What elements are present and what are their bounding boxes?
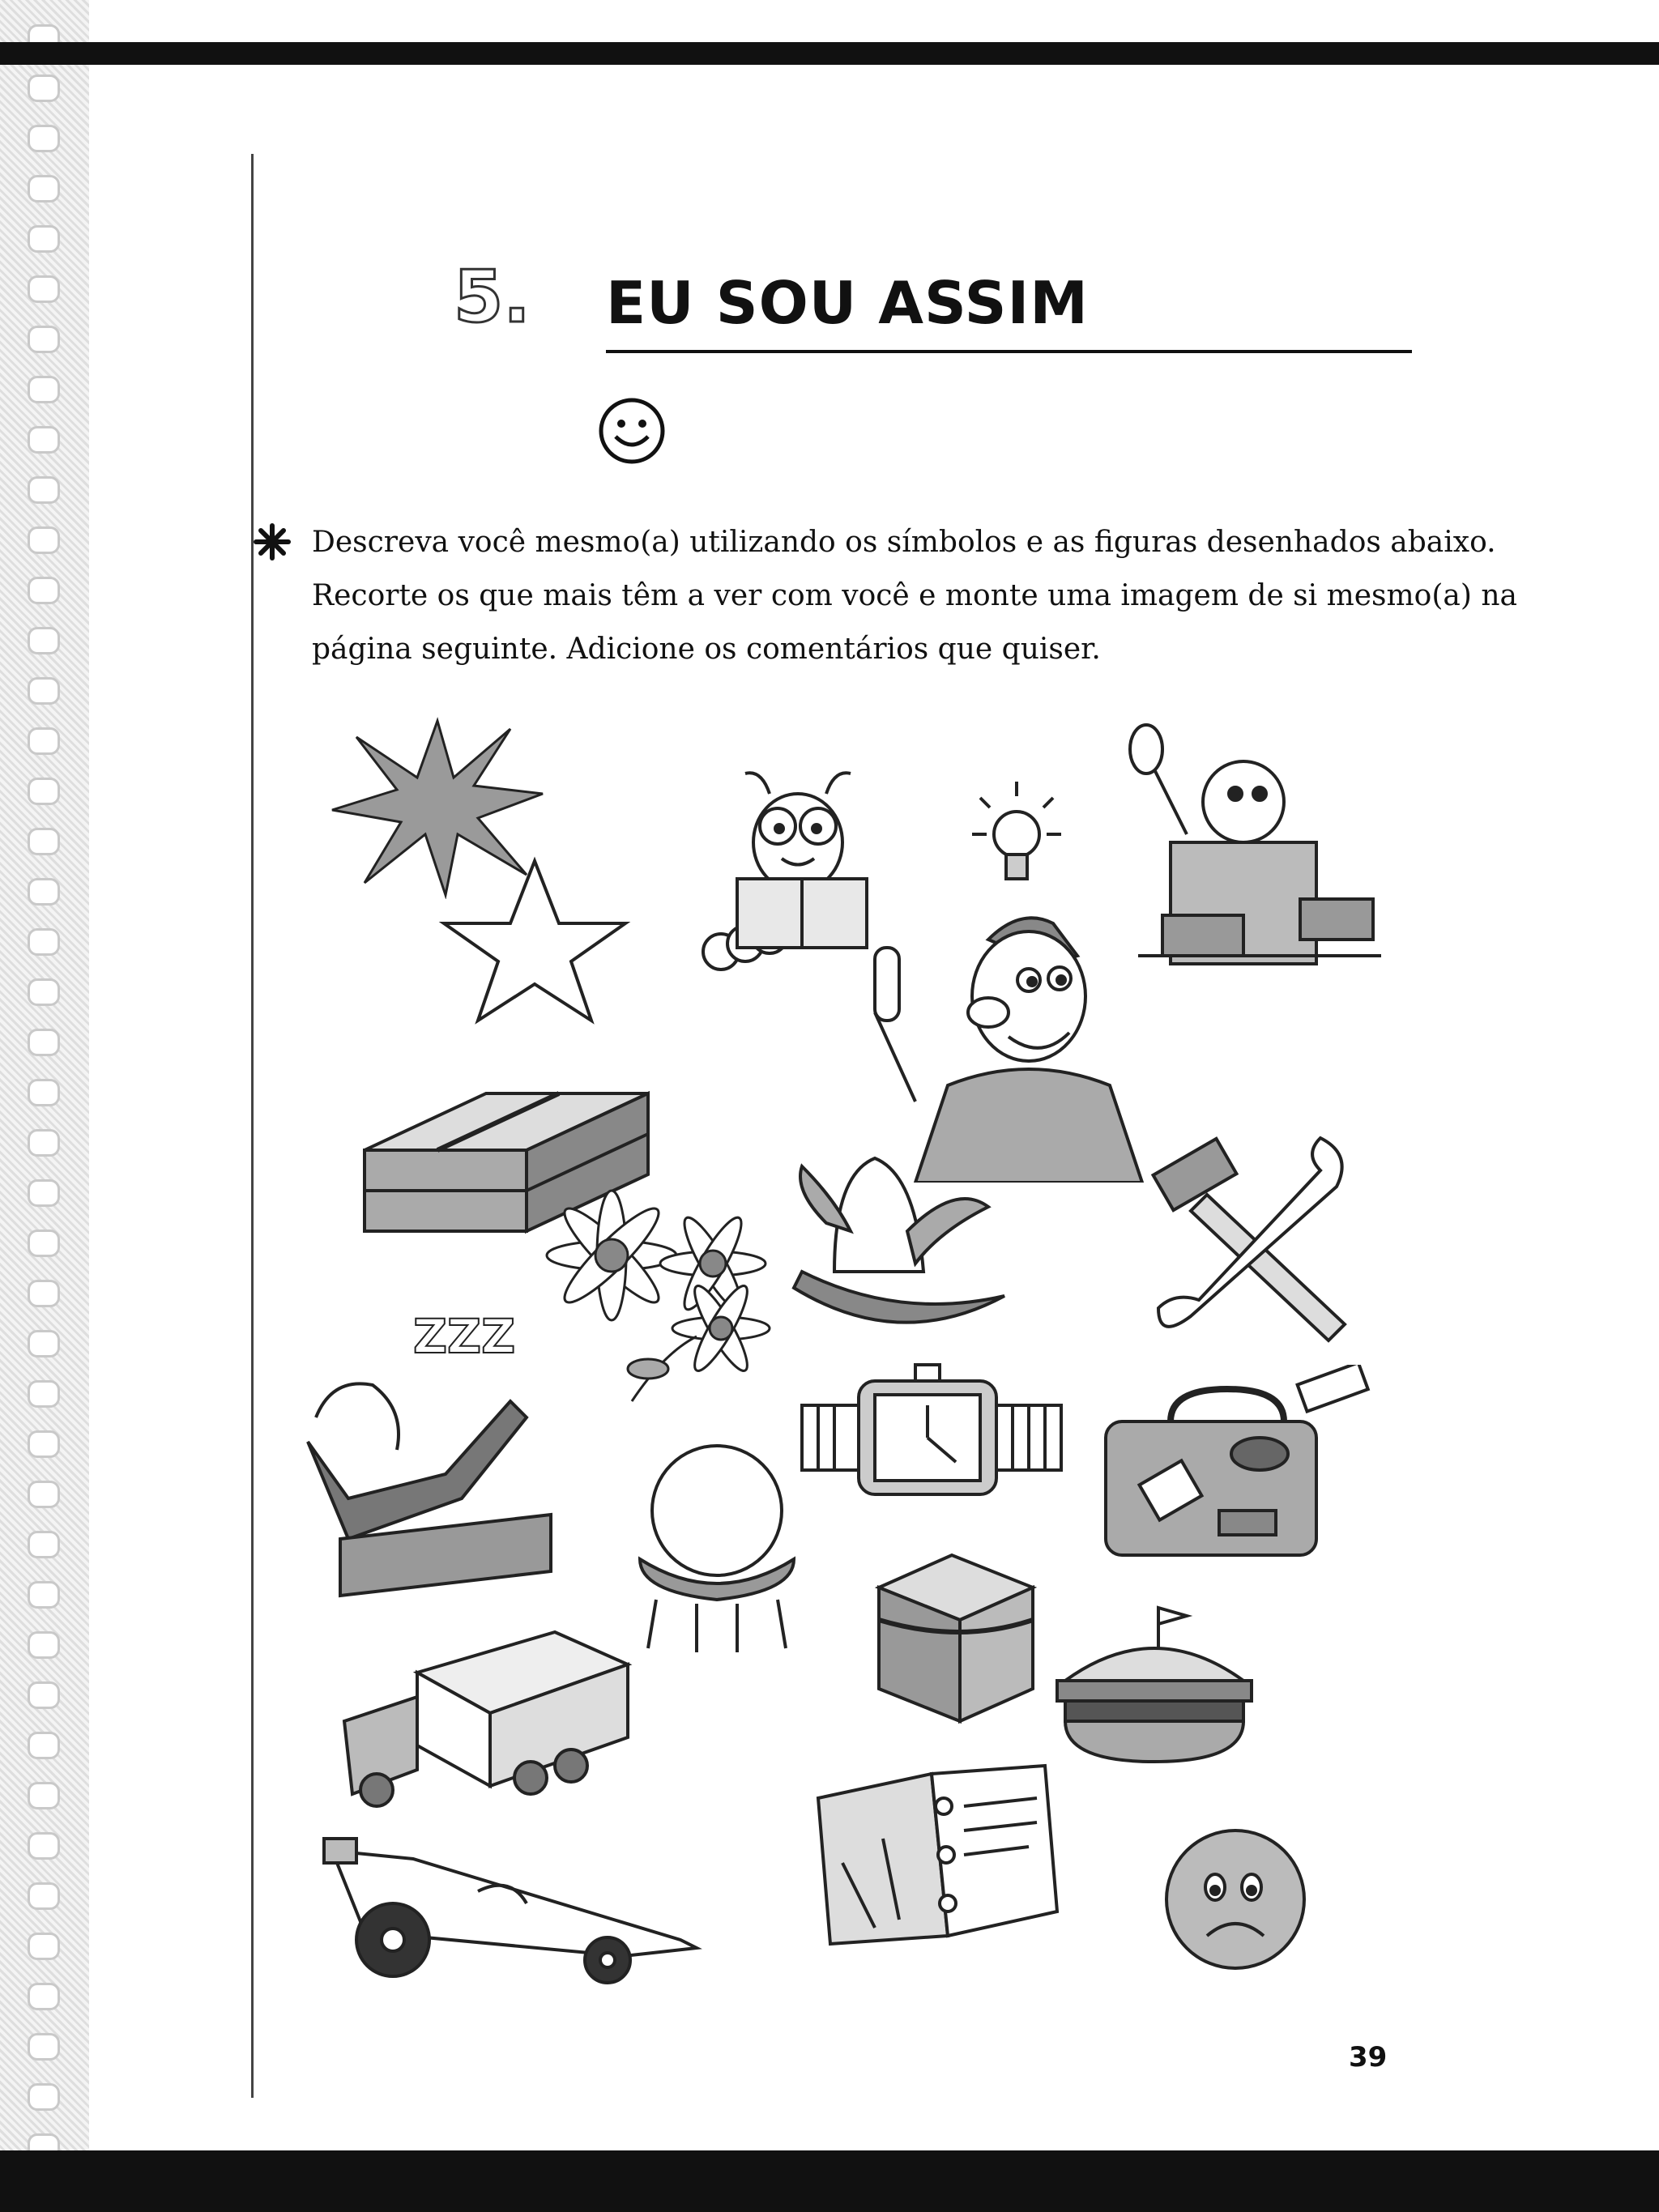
binding-hole (28, 727, 60, 755)
binding-hole (28, 1079, 60, 1106)
banana-icon (778, 1142, 1021, 1336)
spiral-binding (0, 0, 89, 2212)
hamburger-icon (1041, 1592, 1268, 1770)
binding-hole (28, 225, 60, 253)
smiley-icon (595, 394, 668, 467)
binding-hole (28, 1330, 60, 1357)
binding-hole (28, 1531, 60, 1558)
binding-hole (28, 1179, 60, 1207)
binding-hole (28, 1129, 60, 1157)
binding-hole (28, 476, 60, 504)
binding-hole (28, 1983, 60, 2010)
flowers-icon (535, 1174, 802, 1409)
binding-hole (28, 1430, 60, 1458)
binding-hole (28, 2083, 60, 2111)
margin-line (251, 154, 254, 2098)
crystal-ball-icon (608, 1438, 826, 1656)
binding-hole (28, 125, 60, 152)
title-underline (606, 350, 1412, 353)
binding-hole (28, 1581, 60, 1609)
binding-hole (28, 1832, 60, 1860)
binding-hole (28, 928, 60, 956)
gift-box-icon (863, 1539, 1049, 1725)
binding-hole (28, 1681, 60, 1709)
binding-hole (28, 376, 60, 403)
binding-hole (28, 175, 60, 202)
bottom-scan-edge (0, 2150, 1659, 2212)
binding-hole (28, 1933, 60, 1960)
chapter-title: EU SOU ASSIM (606, 269, 1089, 337)
binding-hole (28, 627, 60, 654)
top-scan-edge (0, 42, 1659, 65)
instruction-line-2: Recorte os que mais têm a ver com você e monte uma imagem de si mesmo(a) na (312, 579, 1517, 612)
binding-hole (28, 828, 60, 855)
binding-hole (28, 778, 60, 805)
hammer-wrench-icon (1142, 1122, 1369, 1349)
binding-hole (28, 1029, 60, 1056)
binding-hole (28, 275, 60, 303)
binding-hole (28, 326, 60, 353)
planner-icon (810, 1758, 1061, 1952)
binding-hole (28, 426, 60, 454)
page-number: 39 (1349, 2041, 1388, 2073)
binding-hole (28, 1380, 60, 1408)
binding-hole (28, 1481, 60, 1508)
truck-icon (328, 1624, 636, 1810)
binding-hole (28, 526, 60, 554)
binding-hole (28, 1732, 60, 1759)
idea-man-icon (851, 891, 1158, 1183)
star-icon (437, 855, 632, 1025)
binding-hole (28, 677, 60, 705)
chapter-number: 5. (454, 255, 531, 339)
binding-hole (28, 75, 60, 102)
binding-hole (28, 1631, 60, 1659)
sad-face-icon (1158, 1822, 1312, 1976)
asterisk-icon (253, 522, 292, 561)
binding-hole (28, 1280, 60, 1307)
instruction-line-1: Descreva você mesmo(a) utilizando os símbolos e as figuras desenhados abaixo. (312, 526, 1496, 559)
binding-hole (28, 1782, 60, 1809)
binding-hole (28, 577, 60, 604)
instruction-line-3: página seguinte. Adicione os comentários que quiser. (312, 633, 1101, 666)
binding-hole (28, 1882, 60, 1910)
binding-hole (28, 2033, 60, 2061)
suitcase-icon (1098, 1365, 1373, 1559)
sleeping-man-icon (300, 1296, 567, 1604)
svg-text:ZZZ: ZZZ (413, 1309, 516, 1364)
binding-hole (28, 878, 60, 906)
wristwatch-icon (794, 1361, 1069, 1515)
race-car-icon (316, 1826, 705, 1988)
binding-hole (28, 978, 60, 1006)
binding-hole (28, 1230, 60, 1257)
